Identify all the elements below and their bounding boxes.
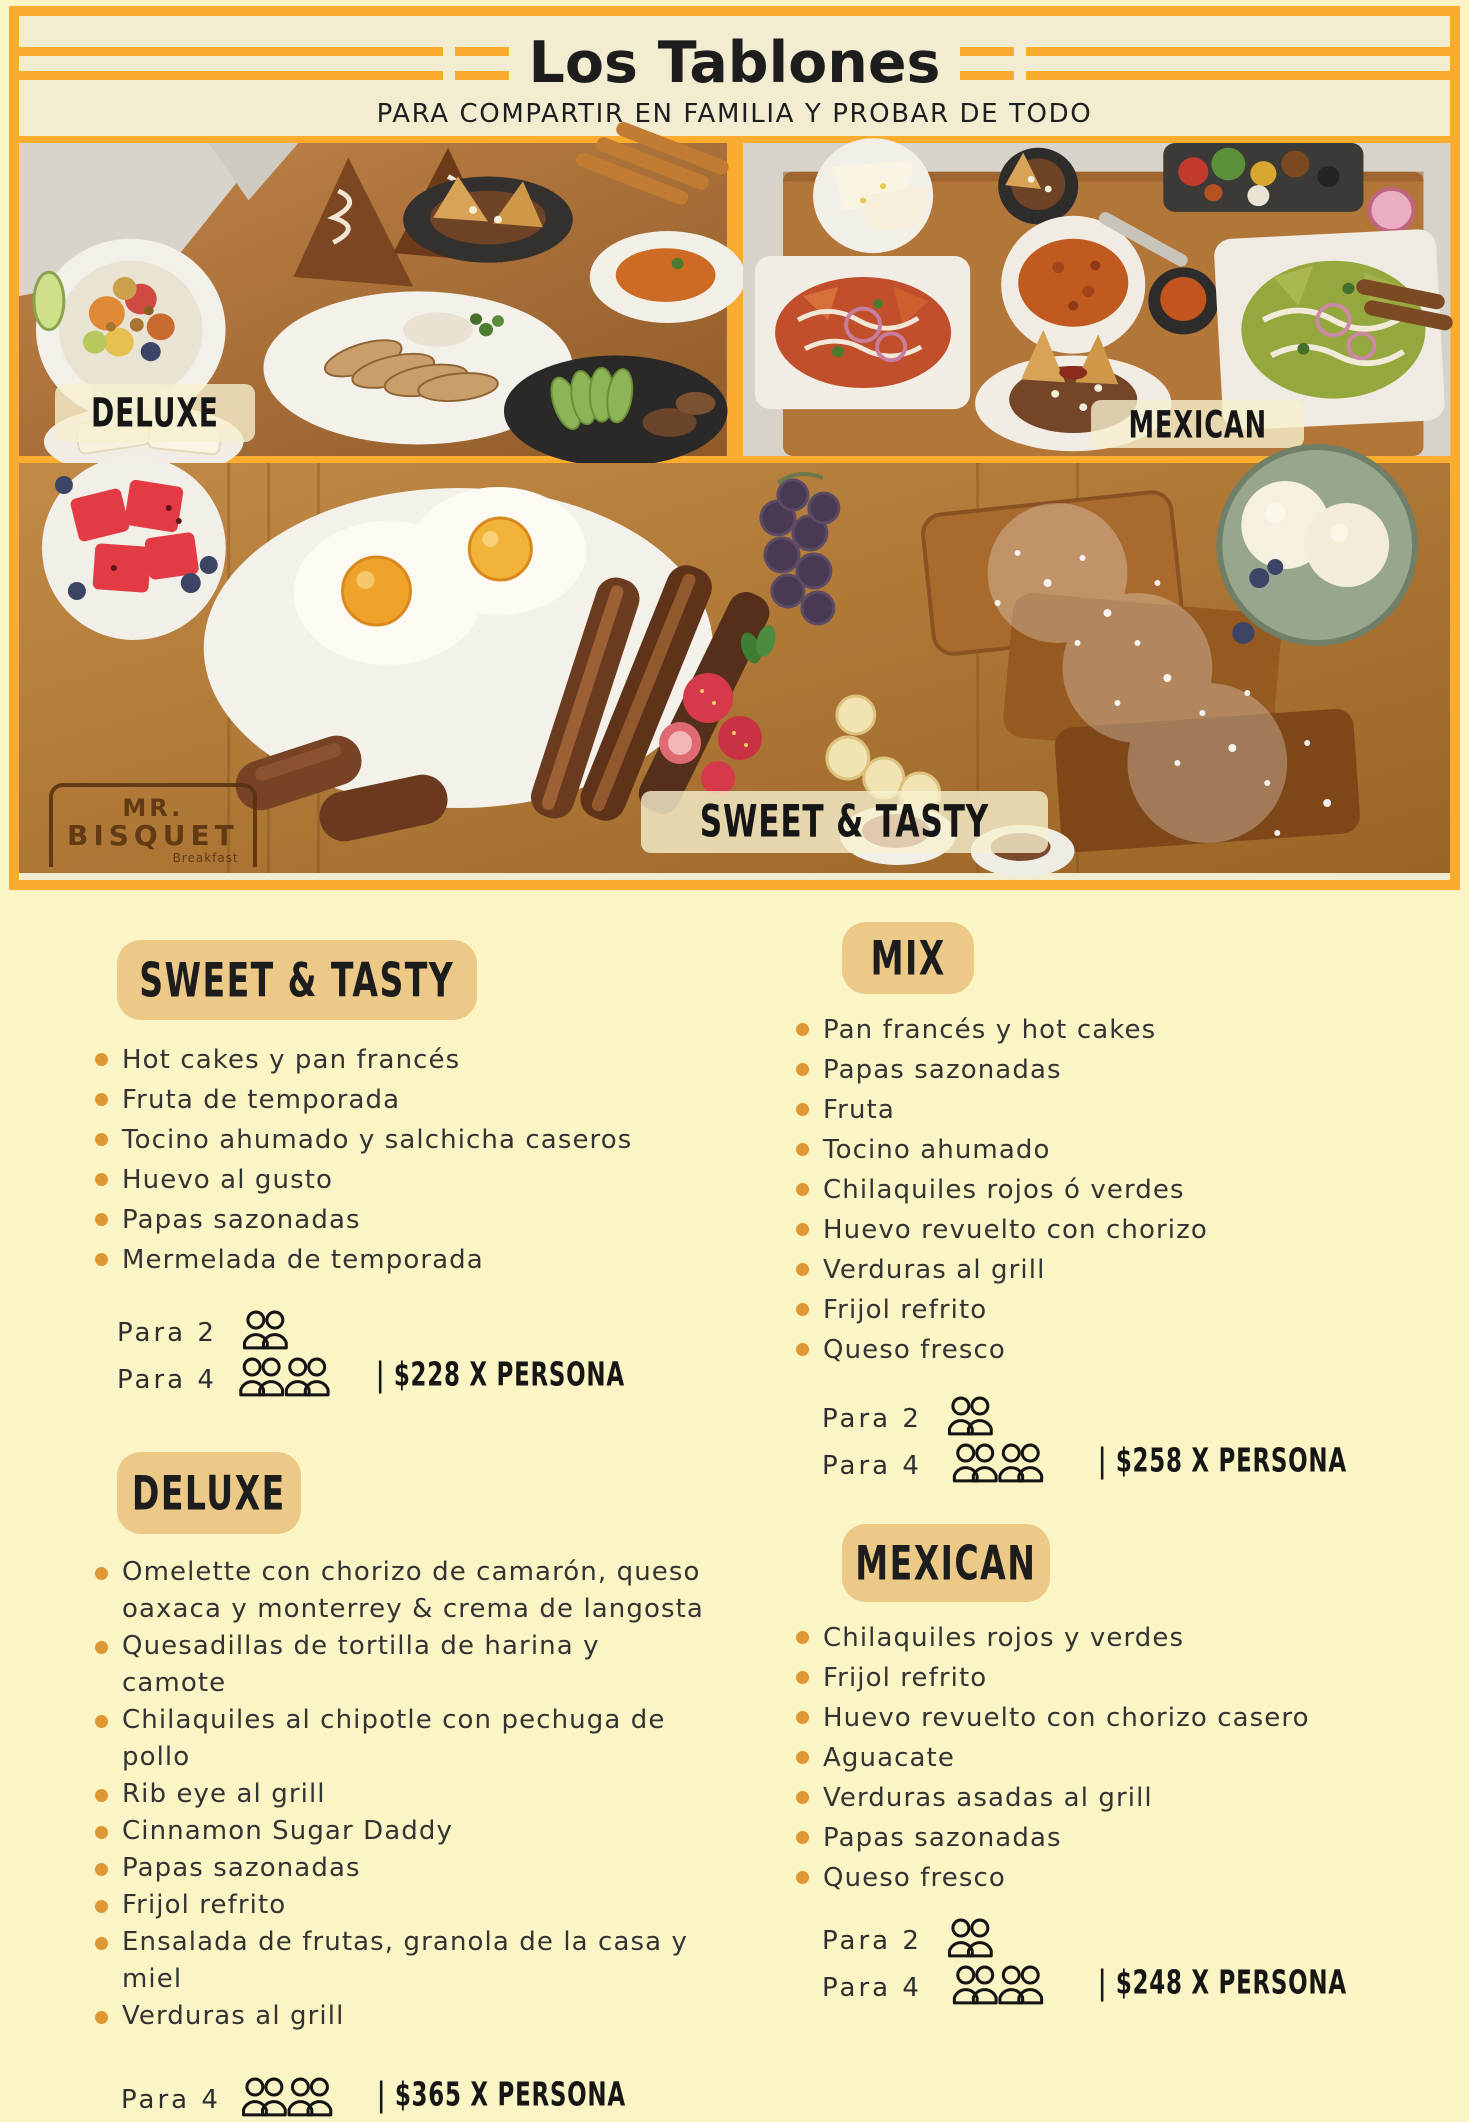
- menu-item-text: Hot cakes y pan francés: [122, 1045, 461, 1075]
- menu-item: [95, 1200, 712, 1240]
- menu-sections: [0, 890, 1469, 2115]
- menu-item-text: Tocino ahumado: [823, 1135, 1051, 1165]
- bullet-dot: [95, 1213, 108, 1226]
- menu-item-text: Huevo revuelto con chorizo: [823, 1215, 1208, 1245]
- menu-item: [796, 1618, 1434, 1658]
- bullet-dot: [796, 1751, 809, 1764]
- menu-item: [95, 1080, 712, 1120]
- bullet-dot: [796, 1831, 809, 1844]
- title-row: [19, 27, 1450, 99]
- serving-label: Para 4: [822, 1973, 922, 2003]
- section-title-mexican: MEXICAN: [842, 1524, 1050, 1602]
- menu-item: [95, 1998, 712, 2035]
- bullet-dot: [95, 1093, 108, 1106]
- menu-item-text: Verduras al grill: [122, 2001, 345, 2031]
- menu-item: [796, 1818, 1434, 1858]
- menu-item-text: Queso fresco: [823, 1863, 1006, 1893]
- bullet-dot: [95, 1173, 108, 1186]
- bullet-dot: [95, 1567, 108, 1580]
- menu-item-text: Frijol refrito: [823, 1663, 988, 1693]
- menu-item: [796, 1210, 1434, 1250]
- double-line-left: [19, 47, 443, 80]
- photo-deluxe-platter: [19, 143, 727, 456]
- bullet-dot: [95, 2011, 108, 2024]
- mix-servings: [796, 1394, 1434, 1484]
- persons-2-icon: [942, 1916, 1000, 1959]
- menu-item-text: Tocino ahumado y salchicha caseros: [122, 1125, 633, 1155]
- photo-label-deluxe-text: DELUXE: [91, 390, 219, 436]
- sweet-tasty-items: [95, 1040, 712, 1280]
- bullet-dot: [95, 1053, 108, 1066]
- menu-item: [796, 1170, 1434, 1210]
- menu-item: [796, 1250, 1434, 1290]
- bullet-dot: [95, 1863, 108, 1876]
- bullet-dot: [796, 1871, 809, 1884]
- sweet-tasty-servings: [95, 1308, 712, 1398]
- page-subtitle: PARA COMPARTIR EN FAMILIA Y PROBAR DE TODO: [376, 99, 1093, 129]
- section-title-deluxe: DELUXE: [117, 1452, 301, 1534]
- bullet-dot: [95, 1641, 108, 1654]
- bullet-dot: [796, 1671, 809, 1684]
- logo-line-bisquet: BISQUET: [67, 819, 239, 853]
- bullet-dot: [796, 1263, 809, 1276]
- menu-column-left: [95, 890, 712, 2122]
- deluxe-items: [95, 1554, 712, 2035]
- menu-item: [796, 1090, 1434, 1130]
- section-title-mix: MIX: [842, 922, 974, 994]
- logo-line-breakfast: Breakfast: [172, 850, 239, 865]
- menu-item-text: Chilaquiles al chipotle con pechuga de pollo: [122, 1705, 666, 1772]
- menu-item: [95, 1240, 712, 1280]
- serving-label: Para 2: [117, 1318, 217, 1348]
- serving-row-para-4: [121, 2075, 712, 2118]
- persons-4-icon: [237, 1355, 332, 1398]
- header-photos-frame: [9, 6, 1460, 890]
- persons-2-icon: [942, 1394, 1000, 1437]
- menu-item-text: Chilaquiles rojos ó verdes: [823, 1175, 1185, 1205]
- photo-mexican-platter: [743, 143, 1451, 456]
- price-deluxe: | $365 X PERSONA: [377, 2076, 627, 2114]
- menu-item-text: Fruta de temporada: [122, 1085, 401, 1115]
- menu-item-text: Queso fresco: [823, 1335, 1006, 1365]
- menu-item-text: Huevo revuelto con chorizo casero: [823, 1703, 1310, 1733]
- photo-label-deluxe: [55, 384, 255, 442]
- header: [19, 16, 1450, 136]
- bullet-dot: [796, 1143, 809, 1156]
- bullet-dot: [796, 1023, 809, 1036]
- bullet-dot: [796, 1223, 809, 1236]
- menu-item: [796, 1738, 1434, 1778]
- serving-row-para-4: [822, 1441, 1434, 1484]
- menu-item-text: Verduras asadas al grill: [823, 1783, 1153, 1813]
- bullet-dot: [796, 1711, 809, 1724]
- menu-item: [95, 1776, 712, 1813]
- page-title: Los Tablones: [528, 30, 941, 96]
- bullet-dot: [95, 1826, 108, 1839]
- menu-item-text: Frijol refrito: [823, 1295, 988, 1325]
- serving-label: Para 4: [822, 1451, 922, 1481]
- menu-item: [796, 1778, 1434, 1818]
- menu-item: [796, 1698, 1434, 1738]
- mexican-servings: [796, 1916, 1434, 2006]
- menu-item-text: Omelette con chorizo de camarón, queso oaxaca y monterrey & crema de langosta: [122, 1557, 704, 1624]
- menu-item-text: Quesadillas de tortilla de harina y camote: [122, 1631, 600, 1698]
- bullet-dot: [95, 1715, 108, 1728]
- menu-item: [796, 1010, 1434, 1050]
- persons-2-icon: [237, 1308, 295, 1351]
- double-line-right: [1026, 47, 1450, 80]
- persons-4-icon: [241, 2075, 333, 2118]
- menu-item-text: Rib eye al grill: [122, 1779, 326, 1809]
- serving-row-para-2: [822, 1394, 1434, 1437]
- bullet-dot: [796, 1303, 809, 1316]
- serving-row-para-2: [117, 1308, 712, 1351]
- title-ornament-left: [19, 47, 509, 80]
- deluxe-servings: [95, 2075, 712, 2118]
- menu-item: [796, 1858, 1434, 1898]
- section-deluxe: [95, 1452, 712, 2118]
- serving-label: Para 2: [822, 1926, 922, 1956]
- menu-item-text: Verduras al grill: [823, 1255, 1046, 1285]
- menu-item: [95, 1120, 712, 1160]
- menu-item-text: Papas sazonadas: [823, 1055, 1062, 1085]
- menu-item: [95, 1554, 712, 1628]
- menu-item: [796, 1050, 1434, 1090]
- serving-row-para-4: [117, 1355, 712, 1398]
- photo-label-mexican: [1091, 400, 1304, 448]
- bullet-dot: [796, 1631, 809, 1644]
- double-dash-right: [960, 47, 1014, 80]
- menu-item-text: Fruta: [823, 1095, 895, 1125]
- photo-label-sweet-tasty-text: SWEET & TASTY: [699, 796, 990, 848]
- bullet-dot: [95, 1937, 108, 1950]
- mr-bisquet-logo: [49, 783, 257, 867]
- section-sweet-tasty: [95, 940, 712, 1398]
- menu-item: [796, 1290, 1434, 1330]
- menu-item: [796, 1658, 1434, 1698]
- photo-label-mexican-text: MEXICAN: [1128, 402, 1267, 446]
- menu-item: [95, 1160, 712, 1200]
- serving-row-para-2: [822, 1916, 1434, 1959]
- menu-item: [95, 1628, 712, 1702]
- mix-items: [796, 1010, 1434, 1370]
- serving-label: Para 2: [822, 1404, 922, 1434]
- price-mexican: | $248 X PERSONA: [1097, 1964, 1347, 2002]
- serving-row-para-4: [822, 1963, 1434, 2006]
- photo-label-sweet-tasty: [641, 791, 1048, 853]
- section-mexican: [796, 1524, 1434, 2006]
- menu-column-right: [796, 890, 1434, 2122]
- persons-4-icon: [942, 1963, 1054, 2006]
- menu-item-text: Chilaquiles rojos y verdes: [823, 1623, 1185, 1653]
- menu-item: [95, 1850, 712, 1887]
- menu-item-text: Papas sazonadas: [122, 1853, 361, 1883]
- persons-4-icon: [942, 1441, 1054, 1484]
- bullet-dot: [796, 1063, 809, 1076]
- double-dash-left: [455, 47, 509, 80]
- menu-item-text: Cinnamon Sugar Daddy: [122, 1816, 453, 1846]
- menu-item-text: Papas sazonadas: [122, 1205, 361, 1235]
- price-mix: | $258 X PERSONA: [1097, 1442, 1347, 1480]
- bullet-dot: [95, 1133, 108, 1146]
- logo-line-mr: MR.: [122, 793, 184, 822]
- menu-item: [796, 1130, 1434, 1170]
- price-sweet-tasty: | $228 X PERSONA: [375, 1356, 625, 1394]
- menu-item: [95, 1040, 712, 1080]
- section-title-sweet-tasty: SWEET & TASTY: [117, 940, 477, 1020]
- bullet-dot: [796, 1791, 809, 1804]
- menu-item-text: Frijol refrito: [122, 1890, 287, 1920]
- bullet-dot: [796, 1103, 809, 1116]
- bullet-dot: [95, 1253, 108, 1266]
- photo-row-top: [19, 136, 1450, 463]
- bullet-dot: [95, 1789, 108, 1802]
- serving-label: Para 4: [117, 1365, 217, 1395]
- menu-item-text: Pan francés y hot cakes: [823, 1015, 1157, 1045]
- bullet-dot: [796, 1183, 809, 1196]
- menu-item: [95, 1702, 712, 1776]
- menu-item: [95, 1887, 712, 1924]
- title-ornament-right: [960, 47, 1450, 80]
- photo-sweet-tasty-platter: [19, 463, 1450, 873]
- bullet-dot: [95, 1900, 108, 1913]
- mexican-items: [796, 1618, 1434, 1898]
- menu-item-text: Huevo al gusto: [122, 1165, 334, 1195]
- bullet-dot: [796, 1343, 809, 1356]
- menu-item-text: Ensalada de frutas, granola de la casa y miel: [122, 1927, 689, 1994]
- serving-label: Para 4: [121, 2085, 221, 2115]
- menu-item-text: Mermelada de temporada: [122, 1245, 484, 1275]
- menu-item-text: Aguacate: [823, 1743, 955, 1773]
- menu-item: [796, 1330, 1434, 1370]
- section-mix: [796, 922, 1434, 1484]
- menu-item: [95, 1924, 712, 1998]
- menu-item: [95, 1813, 712, 1850]
- menu-item-text: Papas sazonadas: [823, 1823, 1062, 1853]
